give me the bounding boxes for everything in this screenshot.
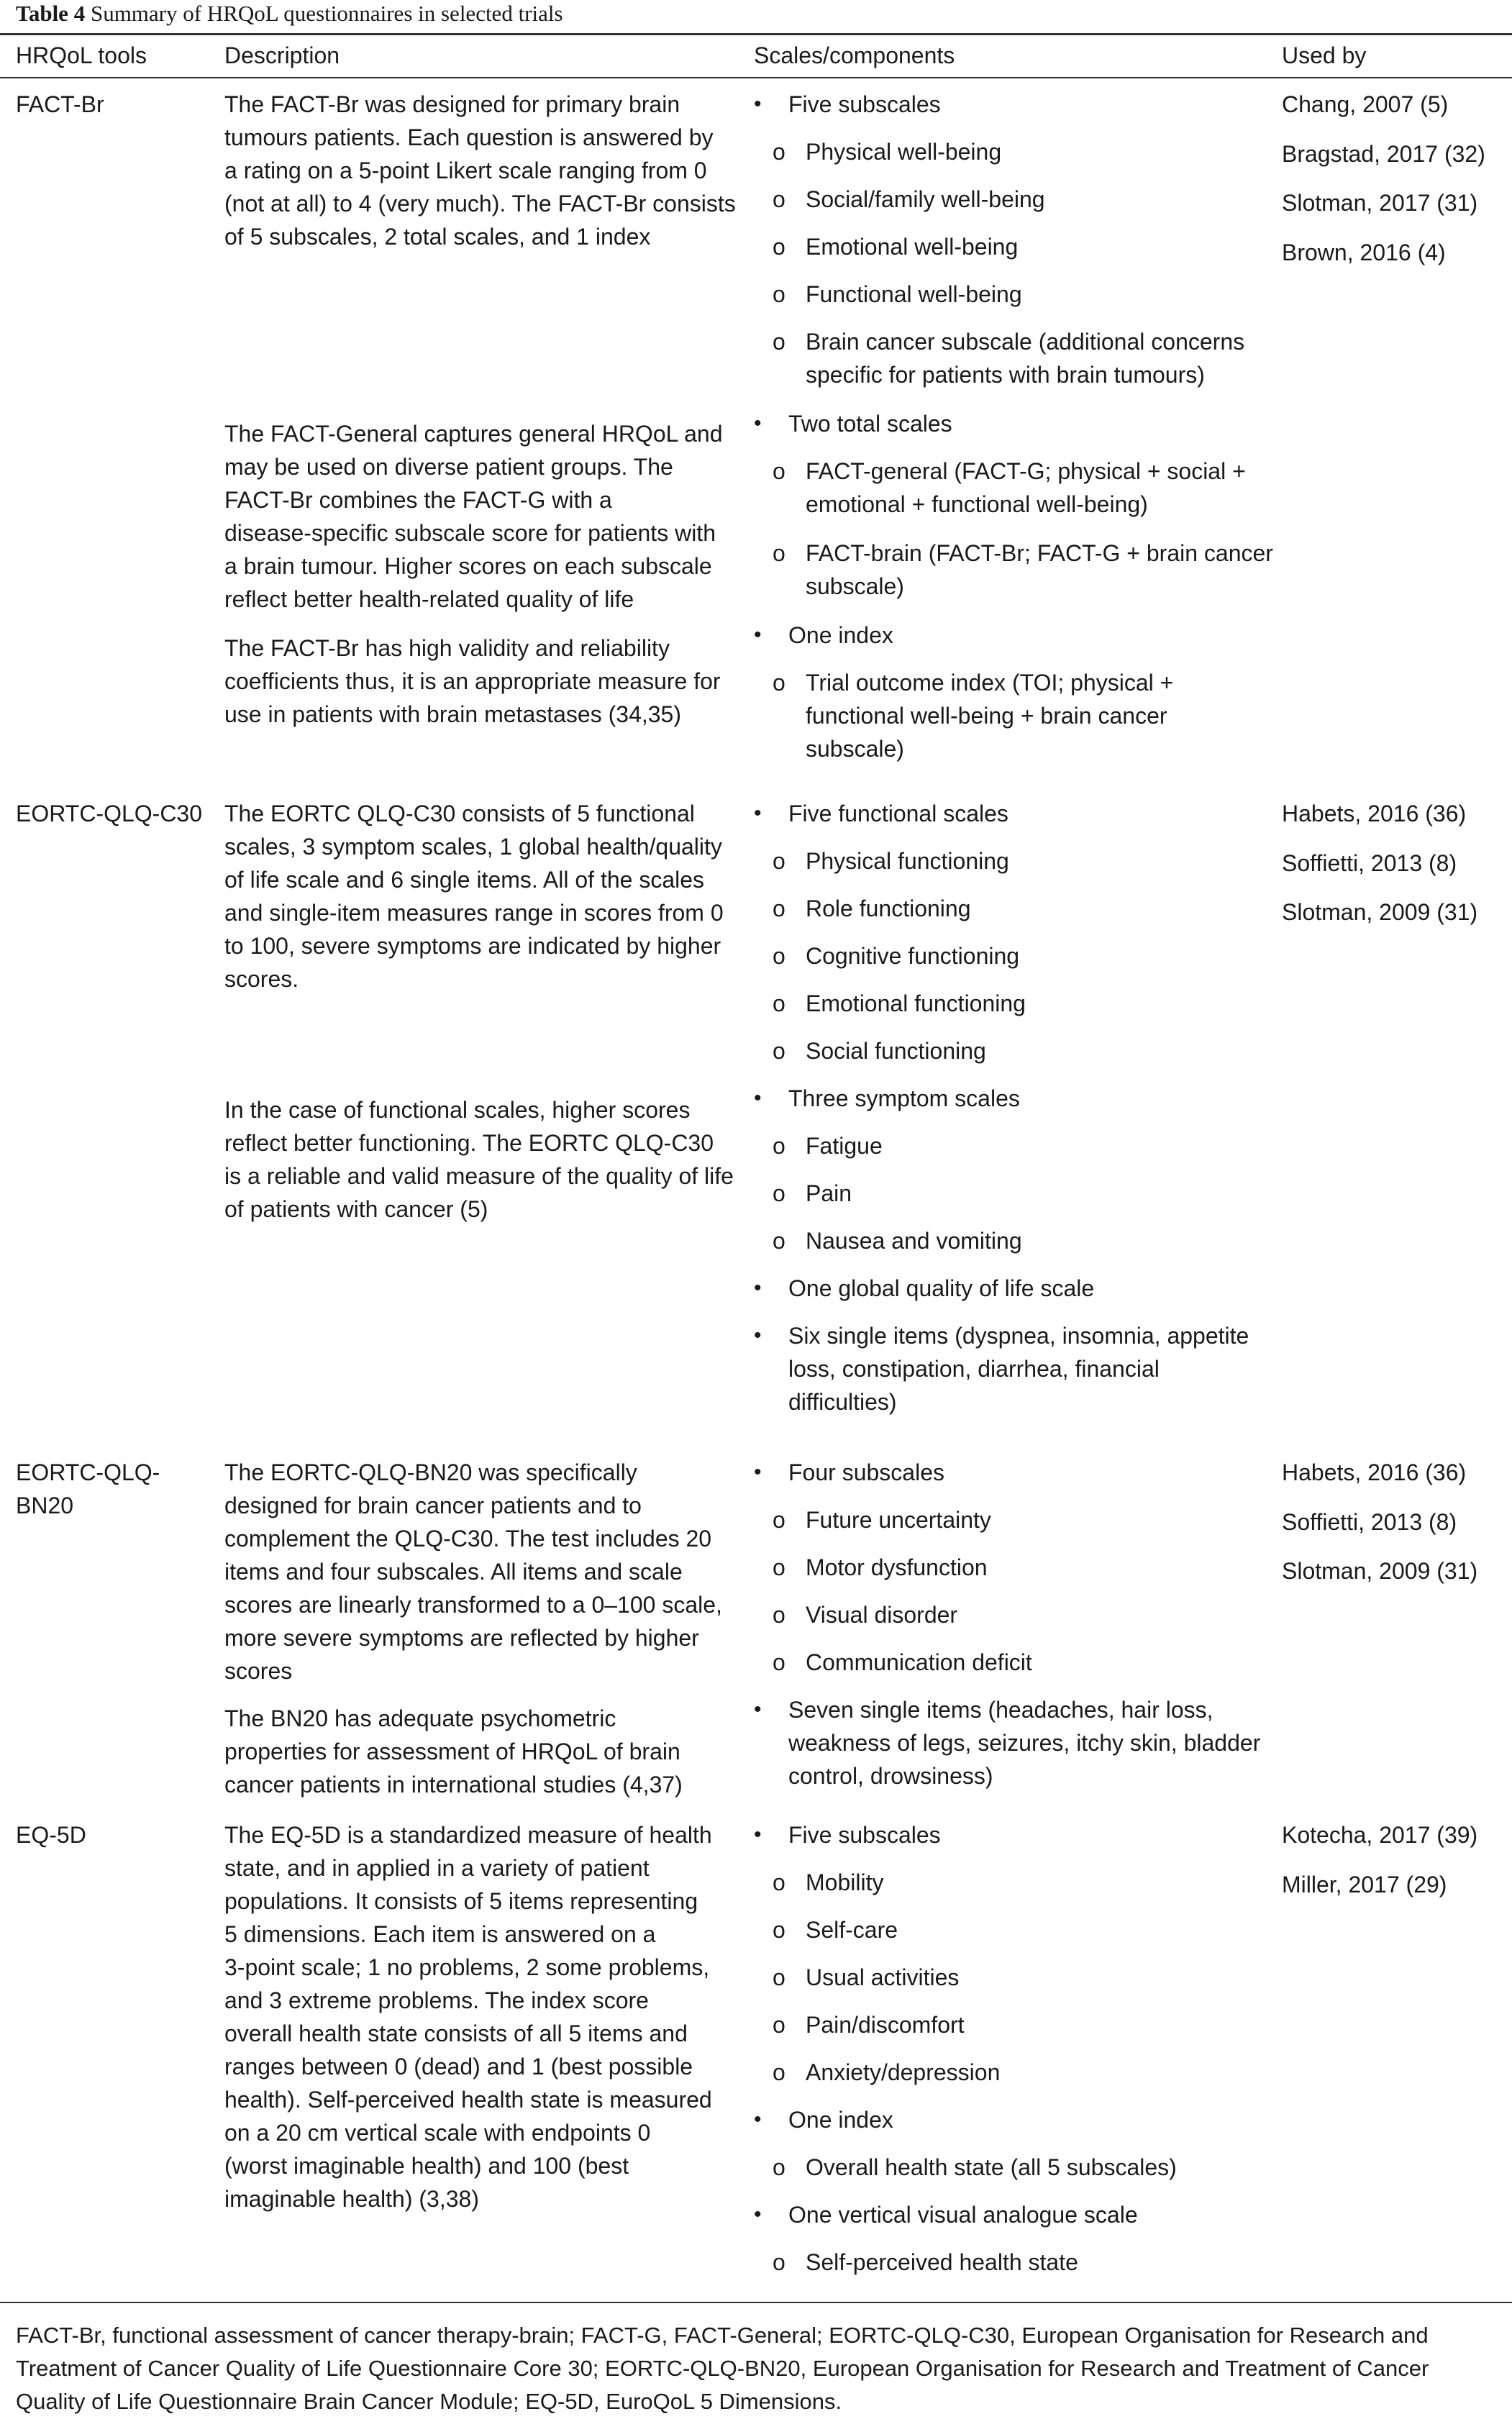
scale-label: Role functioning: [806, 896, 971, 921]
scale-label: One global quality of life scale: [788, 1275, 1095, 1301]
scale-label: Social/family well-being: [806, 186, 1045, 212]
scale-label: Four subscales: [788, 1459, 944, 1485]
scale-label: Fatigue: [806, 1133, 883, 1159]
scale-label: Anxiety/depression: [806, 2059, 1001, 2085]
sub-bullet-marker: o: [773, 1602, 785, 1628]
bullet-marker: •: [754, 623, 762, 647]
used-by-entry: Soffietti, 2013 (8): [1282, 1508, 1457, 1535]
bullet-marker: •: [754, 1086, 762, 1110]
used-by-entry: Kotecha, 2017 (39): [1282, 1822, 1478, 1848]
scale-label: Physical well-being: [806, 139, 1002, 165]
sub-bullet-marker: o: [773, 139, 785, 165]
sub-bullet-marker: o: [773, 2154, 785, 2180]
row-eortc-bn20-desc-1: The EORTC-QLQ-BN20 was specifically designed for brain cancer patients and to complement the QLQ-C30. The test includes 20 items and four subscales. All items and scale scores are linearly transformed to a 0–100 scale, more severe symptoms are reflected by higher scores: [224, 1459, 722, 1684]
row-eortc-c30-desc-1: The EORTC QLQ-C30 consists of 5 functional scales, 3 symptom scales, 1 global health/quality of life scale and 6 single items. All of the scales and single-item measures range in scores from 0 to 100, severe symptoms are indicated by higher scores.: [224, 801, 724, 992]
scale-label: Visual disorder: [806, 1602, 958, 1628]
scale-label: Future uncertainty: [806, 1507, 991, 1533]
scale-label: Five functional scales: [788, 801, 1008, 826]
scale-label: Emotional functioning: [806, 990, 1026, 1016]
sub-bullet-marker: o: [773, 2012, 785, 2038]
row-fact-br-desc-2: The FACT-General captures general HRQoL and may be used on diverse patient groups. The FACT-Br combines the FACT-G with a disease-specific subscale score for patients with a brain tumour. Higher scores on each subscale reflect better health-related quality of life: [224, 421, 723, 612]
table-footnote: FACT-Br, functional assessment of cancer therapy-brain; FACT-G, FACT-General; EORTC-QLQ-C30, European Organisation for Research and Treatment of Cancer Quality of Life Questionnaire Core 30; EORTC-QLQ-BN20, European Organisation for Research and Treatment of Cancer Quality of Life Questionnaire Brain Cancer Module; EQ-5D, EuroQoL 5 Dimensions.: [16, 2323, 1429, 2414]
scale-label: One index: [788, 2107, 893, 2133]
scale-label: Self-perceived health state: [806, 2249, 1078, 2275]
row-eortc-c30-desc-2: In the case of functional scales, higher scores reflect better functioning. The EORTC QLQ-C30 is a reliable and valid measure of the quality of life of patients with cancer (5): [224, 1097, 734, 1222]
scale-label: Two total scales: [788, 411, 952, 437]
scale-label: Five subscales: [788, 91, 941, 117]
scale-label: Three symptom scales: [788, 1085, 1020, 1111]
sub-bullet-marker: o: [773, 848, 785, 874]
header-hrqol-tools: HRQoL tools: [16, 42, 147, 68]
sub-bullet-marker: o: [773, 2249, 785, 2275]
scale-label: Physical functioning: [806, 848, 1009, 874]
bullet-marker: •: [754, 1276, 762, 1300]
sub-bullet-marker: o: [773, 1228, 785, 1254]
used-by-entry: Slotman, 2017 (31): [1282, 190, 1478, 216]
bullet-marker: •: [754, 801, 762, 825]
sub-bullet-marker: o: [773, 1038, 785, 1064]
scale-label: Communication deficit: [806, 1649, 1032, 1675]
scale-label: Pain: [806, 1180, 852, 1206]
scale-label: FACT-general (FACT-G; physical + social + emotional + functional well-being): [806, 458, 1246, 517]
table-caption-label: Table 4: [16, 1, 86, 26]
used-by-entry: Chang, 2007 (5): [1282, 91, 1449, 117]
sub-bullet-marker: o: [773, 1649, 785, 1675]
header-rule: [0, 77, 1512, 78]
sub-bullet-marker: o: [773, 896, 785, 921]
sub-bullet-marker: o: [773, 1133, 785, 1159]
header-used-by: Used by: [1282, 42, 1367, 68]
row-fact-br-desc-1: The FACT-Br was designed for primary brain tumours patients. Each question is answered by a rating on a 5-point Likert scale ranging from 0 (not at all) to 4 (very much). The FACT-Br consists of 5 subscales, 2 total scales, and 1 index: [224, 91, 736, 250]
row-eortc-bn20-desc-2: The BN20 has adequate psychometric properties for assessment of HRQoL of brain cancer patients in international studies (4,37): [224, 1705, 683, 1798]
scale-label: Overall health state (all 5 subscales): [806, 2154, 1177, 2180]
used-by-entry: Slotman, 2009 (31): [1282, 899, 1478, 925]
sub-bullet-marker: o: [773, 186, 785, 212]
scale-label: Cognitive functioning: [806, 943, 1020, 969]
bullet-marker: •: [754, 1324, 762, 1347]
bullet-marker: •: [754, 1698, 762, 1721]
row-fact-br-desc-3: The FACT-Br has high validity and reliability coefficients thus, it is an appropriate measure for use in patients with brain metastases (34,35): [224, 635, 721, 727]
row-eortc-c30-tool: EORTC-QLQ-C30: [16, 801, 203, 826]
sub-bullet-marker: o: [773, 990, 785, 1016]
scale-label: Functional well-being: [806, 281, 1022, 307]
row-fact-br-tool: FACT-Br: [16, 91, 104, 117]
scale-label: Six single items (dyspnea, insomnia, appetite loss, constipation, diarrhea, financial difficulties): [788, 1323, 1249, 1415]
scale-label: Usual activities: [806, 1964, 960, 1990]
used-by-entry: Soffietti, 2013 (8): [1282, 849, 1457, 876]
row-eortc-bn20-tool: EORTC-QLQ- BN20: [16, 1459, 160, 1518]
header-description: Description: [224, 42, 340, 68]
top-rule: [0, 33, 1512, 35]
row-eq5d-desc-1: The EQ-5D is a standardized measure of health state, and in applied in a variety of patient populations. It consists of 5 items representing 5 dimensions. Each item is answered on a 3-point scale; 1 no problems, 2 some problems, and 3 extreme problems. The index score overall health state consists of all 5 items and ranges between 0 (dead) and 1 (best possible health). Self-perceived health state is measured on a 20 cm vertical scale with endpoints 0 (worst imaginable health) and 100 (best imaginable health) (3,38): [224, 1822, 712, 2212]
scale-label: Pain/discomfort: [806, 2012, 965, 2038]
sub-bullet-marker: o: [773, 540, 785, 566]
header-scales-components: Scales/components: [754, 42, 955, 68]
scale-label: Motor dysfunction: [806, 1554, 988, 1580]
bullet-marker: •: [754, 1823, 762, 1846]
bullet-marker: •: [754, 2108, 762, 2131]
used-by-entry: Habets, 2016 (36): [1282, 801, 1467, 826]
table-caption: [16, 1, 563, 26]
scale-label: Social functioning: [806, 1038, 986, 1064]
scale-label: Trial outcome index (TOI; physical + functional well-being + brain cancer subscale): [806, 670, 1174, 762]
sub-bullet-marker: o: [773, 329, 785, 355]
sub-bullet-marker: o: [773, 1507, 785, 1533]
sub-bullet-marker: o: [773, 2059, 785, 2085]
bottom-rule: [0, 2302, 1512, 2303]
sub-bullet-marker: o: [773, 1869, 785, 1895]
scale-label: One index: [788, 622, 893, 648]
used-by-entry: Slotman, 2009 (31): [1282, 1558, 1478, 1584]
sub-bullet-marker: o: [773, 234, 785, 260]
sub-bullet-marker: o: [773, 1554, 785, 1580]
scale-label: Self-care: [806, 1917, 898, 1943]
scale-label: Emotional well-being: [806, 234, 1019, 260]
used-by-entry: Brown, 2016 (4): [1282, 239, 1446, 265]
used-by-entry: Bragstad, 2017 (32): [1282, 140, 1485, 167]
scale-label: FACT-brain (FACT-Br; FACT-G + brain cancer subscale): [806, 540, 1273, 599]
table-caption-text: Summary of HRQoL questionnaires in selected trials: [90, 1, 563, 26]
used-by-entry: Habets, 2016 (36): [1282, 1459, 1467, 1485]
sub-bullet-marker: o: [773, 943, 785, 969]
sub-bullet-marker: o: [773, 670, 785, 696]
bullet-marker: •: [754, 2202, 762, 2226]
scale-label: Seven single items (headaches, hair loss, weakness of legs, seizures, itchy skin, bladder control, drowsiness): [788, 1697, 1261, 1789]
scale-label: One vertical visual analogue scale: [788, 2202, 1138, 2228]
bullet-marker: •: [754, 411, 762, 435]
scale-label: Brain cancer subscale (additional concerns specific for patients with brain tumours): [806, 329, 1245, 388]
scale-label: Mobility: [806, 1869, 884, 1895]
sub-bullet-marker: o: [773, 281, 785, 307]
sub-bullet-marker: o: [773, 1917, 785, 1943]
scale-label: Nausea and vomiting: [806, 1228, 1022, 1254]
bullet-marker: •: [754, 92, 762, 116]
bullet-marker: •: [754, 1460, 762, 1484]
sub-bullet-marker: o: [773, 1964, 785, 1990]
sub-bullet-marker: o: [773, 458, 785, 484]
row-eq5d-tool: EQ-5D: [16, 1822, 86, 1848]
scale-label: Five subscales: [788, 1822, 941, 1848]
sub-bullet-marker: o: [773, 1180, 785, 1206]
used-by-entry: Miller, 2017 (29): [1282, 1871, 1447, 1898]
